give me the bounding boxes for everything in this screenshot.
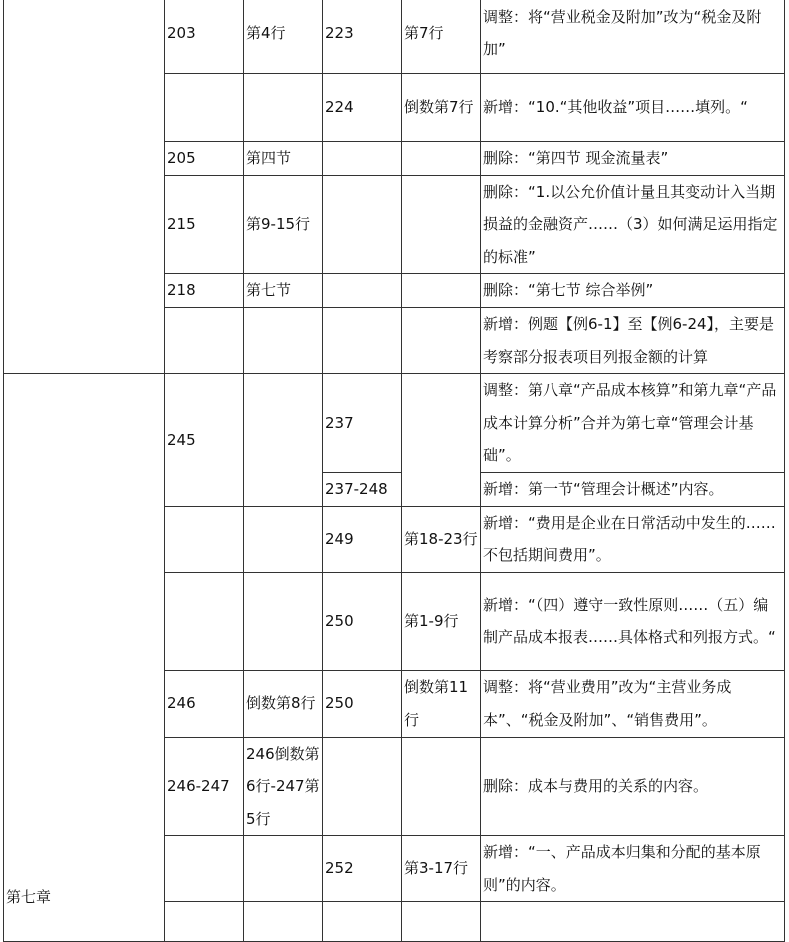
old-line-cell [244,506,323,572]
old-line-cell [244,374,323,507]
table-row [4,0,785,74]
old-line-cell: 第七节 [244,274,323,308]
new-page-cell: 237-248 [323,473,402,507]
old-line-cell: 第9-15行 [244,175,323,274]
new-line-cell: 第3-17行 [402,836,481,902]
change-desc-cell: 删除：“第七节 综合举例” [481,274,785,308]
new-line-cell [402,274,481,308]
old-page-cell [165,572,244,670]
new-page-cell: 223 [323,0,402,74]
new-page-cell [323,142,402,176]
new-page-cell [323,902,402,942]
old-page-cell: 215 [165,175,244,274]
new-page-cell: 249 [323,506,402,572]
chapter-cell: 第七章 [4,374,165,942]
old-page-cell: 246 [165,670,244,737]
new-line-cell: 倒数第7行 [402,74,481,142]
new-page-cell [323,737,402,836]
change-desc-cell: 新增：“费用是企业在日常活动中发生的……不包括期间费用”。 [481,506,785,572]
new-line-cell [402,737,481,836]
old-page-cell [165,902,244,942]
old-line-cell: 246倒数第6行-247第5行 [244,737,323,836]
new-page-cell: 224 [323,74,402,142]
change-desc-cell: 调整：将“营业费用”改为“主营业务成本”、“税金及附加”、“销售费用”。 [481,670,785,737]
new-line-cell [402,308,481,374]
chapter-cell-previous [4,0,165,374]
new-page-cell [323,308,402,374]
old-line-cell: 第4行 [244,0,323,74]
new-line-cell: 倒数第11行 [402,670,481,737]
old-page-cell: 218 [165,274,244,308]
change-desc-cell: 新增：“（四）遵守一致性原则……（五）编制产品成本报表……具体格式和列报方式。“ [481,572,785,670]
old-page-cell: 245 [165,374,244,507]
new-page-cell: 237 [323,374,402,473]
new-line-cell [402,374,481,507]
new-line-cell: 第1-9行 [402,572,481,670]
old-line-cell [244,74,323,142]
change-table [3,0,785,942]
new-line-cell [402,902,481,942]
change-desc-cell: 调整：第八章“产品成本核算”和第九章“产品成本计算分析”合并为第七章“管理会计基础”。 [481,374,785,473]
new-page-cell [323,274,402,308]
change-desc-cell: 新增：第一节“管理会计概述”内容。 [481,473,785,507]
old-page-cell [165,836,244,902]
change-desc-cell: 新增：例题【例6-1】至【例6-24】，主要是考察部分报表项目列报金额的计算 [481,308,785,374]
old-line-cell: 倒数第8行 [244,670,323,737]
change-desc-cell: 新增：“10.“其他收益”项目……填列。“ [481,74,785,142]
old-page-cell: 203 [165,0,244,74]
change-desc-cell: 删除：“1.以公允价值计量且其变动计入当期损益的金融资产……（3）如何满足运用指定的标准” [481,175,785,274]
old-page-cell [165,506,244,572]
old-page-cell [165,308,244,374]
table-row [4,374,785,473]
new-page-cell: 250 [323,572,402,670]
new-page-cell: 250 [323,670,402,737]
change-desc-cell [481,902,785,942]
change-desc-cell: 调整：将“营业税金及附加”改为“税金及附加” [481,0,785,74]
new-page-cell [323,175,402,274]
change-desc-cell: 新增：“一、产品成本归集和分配的基本原则”的内容。 [481,836,785,902]
new-line-cell [402,142,481,176]
old-line-cell [244,902,323,942]
new-line-cell: 第7行 [402,0,481,74]
change-desc-cell: 删除：成本与费用的关系的内容。 [481,737,785,836]
new-line-cell: 第18-23行 [402,506,481,572]
old-line-cell: 第四节 [244,142,323,176]
change-desc-cell: 删除：“第四节 现金流量表” [481,142,785,176]
old-page-cell: 205 [165,142,244,176]
old-page-cell: 246-247 [165,737,244,836]
old-page-cell [165,74,244,142]
new-line-cell [402,175,481,274]
old-line-cell [244,308,323,374]
old-line-cell [244,836,323,902]
new-page-cell: 252 [323,836,402,902]
old-line-cell [244,572,323,670]
